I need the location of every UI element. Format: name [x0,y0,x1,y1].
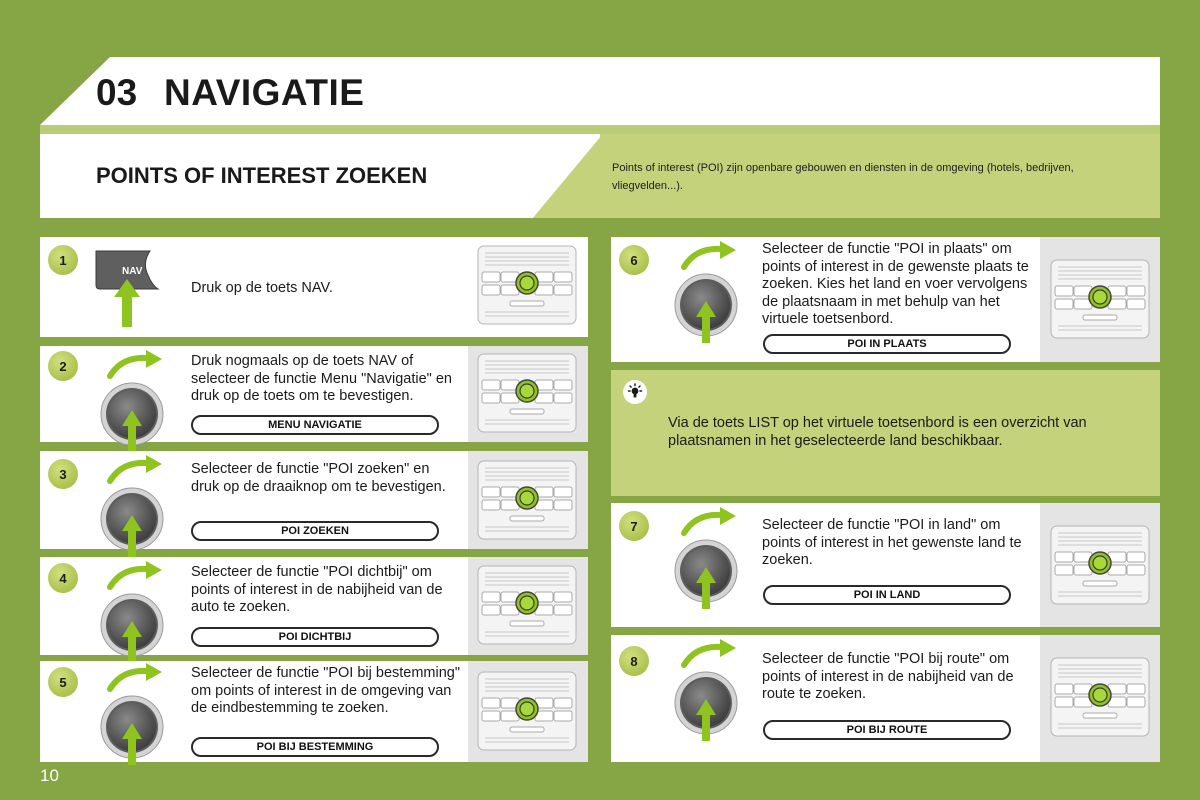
rotary-knob-icon [674,239,744,344]
radio-panel-slot [1050,259,1150,344]
chapter-number: 03 [96,72,138,113]
tip-box [611,370,1160,496]
step-text: Selecteer de functie "POI zoeken" en druk op de draaiknop om te bevestigen. [191,461,446,495]
step-number-badge: 5 [48,667,78,697]
radio-panel-slot [477,565,577,650]
rotary-knob-icon [100,348,170,453]
step-4-card [40,557,588,655]
knob-slot [100,661,170,771]
step-3-card [40,451,588,549]
step-text: Selecteer de functie "POI bij bestemming" om points of interest in de omgeving van de eindbestemming te zoeken. [191,665,461,716]
step-number-badge: 6 [619,245,649,275]
page-number: 10 [40,766,59,785]
step-text: Selecteer de functie "POI in plaats" om points of interest in de gewenste plaats te zoeken. Kies het land en voer vervolgens de plaatsnaam in met behulp van het virtuele toetsenbord. [762,241,1029,327]
step-text: Druk op de toets NAV. [191,280,333,296]
intro-text: Points of interest (POI) zijn openbare gebouwen en diensten in de omgeving (hotels, bedrijven, vliegvelden...). [612,162,1074,192]
rotary-knob-icon [100,453,170,558]
step-8-card [611,635,1160,762]
radio-panel-illustration [1050,259,1150,339]
radio-panel-slot [477,460,577,545]
radio-panel-illustration [477,245,577,325]
step-number-badge: 4 [48,563,78,593]
step-number-badge: 2 [48,351,78,381]
menu-option-pill[interactable]: POI IN LAND [763,585,1011,605]
radio-panel-slot [477,671,577,756]
step-1-card [40,237,588,337]
lightbulb-icon [623,380,647,404]
step-number-badge: 3 [48,459,78,489]
knob-slot [100,559,170,669]
radio-panel-slot [1050,525,1150,610]
step-text: Druk nogmaals op de toets NAV of selecteer de functie Menu "Navigatie" en druk op de toets om te bevestigen. [191,353,452,404]
radio-panel-illustration [1050,657,1150,737]
rotary-knob-icon [100,559,170,664]
nav-button-icon [92,249,162,329]
knob-slot [674,505,744,615]
section-title: POINTS OF INTEREST ZOEKEN [96,163,428,188]
rotary-knob-icon [674,505,744,610]
step-7-card [611,503,1160,627]
menu-option-pill[interactable]: MENU NAVIGATIE [191,415,439,435]
menu-option-pill[interactable]: POI DICHTBIJ [191,627,439,647]
step-text: Selecteer de functie "POI dichtbij" om points of interest in de nabijheid van de auto te zoeken. [191,564,443,615]
radio-panel-illustration [477,671,577,751]
step-text: Selecteer de functie "POI in land" om points of interest in het gewenste land te zoeken. [762,517,1022,568]
step-2-card [40,346,588,442]
menu-option-pill[interactable]: POI BIJ BESTEMMING [191,737,439,757]
knob-slot [100,453,170,563]
step-number-badge: 8 [619,646,649,676]
radio-panel-illustration [1050,525,1150,605]
knob-slot [674,239,744,349]
radio-panel-illustration [477,353,577,433]
chapter-title: NAVIGATIE [164,72,365,113]
menu-option-pill[interactable]: POI BIJ ROUTE [763,720,1011,740]
radio-panel-slot [477,245,577,330]
radio-panel-illustration [477,460,577,540]
tip-text: Via de toets LIST op het virtuele toetsenbord is een overzicht van plaatsnamen in het geselecteerde land beschikbaar. [668,415,1087,449]
rotary-knob-icon [100,661,170,766]
radio-panel-slot [1050,657,1150,742]
rotary-knob-icon [674,637,744,742]
radio-panel-slot [477,353,577,438]
step-text: Selecteer de functie "POI bij route" om points of interest in de nabijheid van de route te zoeken. [762,651,1014,702]
step-number-badge: 7 [619,511,649,541]
radio-panel-illustration [477,565,577,645]
nav-button-label: NAV [122,266,143,277]
menu-option-pill[interactable]: POI ZOEKEN [191,521,439,541]
step-number-badge: 1 [48,245,78,275]
step-6-card [611,237,1160,362]
step-5-card [40,661,588,762]
menu-option-pill[interactable]: POI IN PLAATS [763,334,1011,354]
decorative-band [40,125,1160,134]
knob-slot [100,348,170,458]
knob-slot [674,637,744,747]
